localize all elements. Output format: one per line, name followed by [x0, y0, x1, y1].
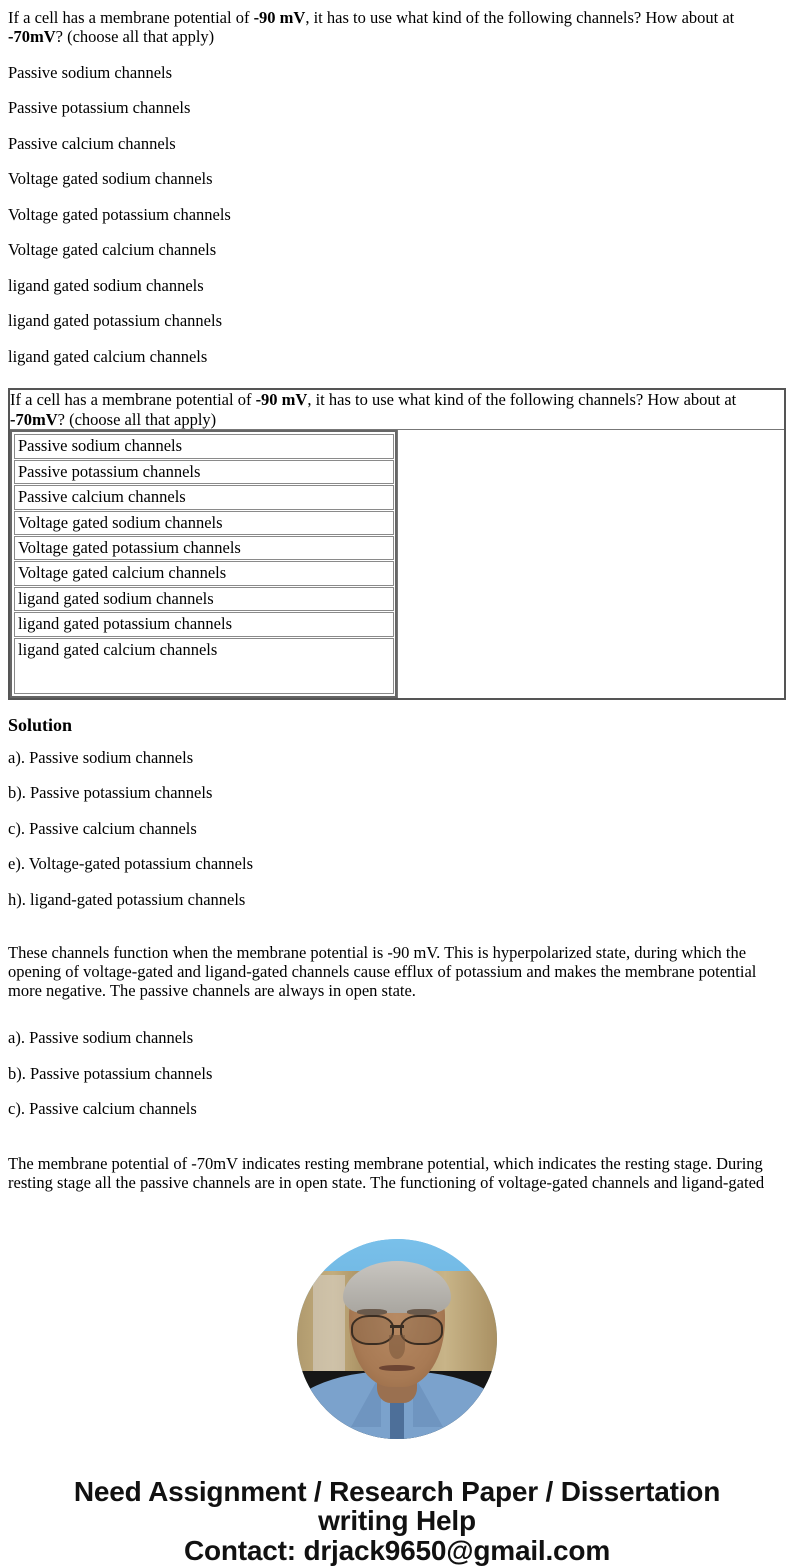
list-item[interactable]: ligand gated potassium channels [14, 612, 394, 636]
solution-answer-90-1: b). Passive potassium channels [0, 775, 794, 810]
option-text-2: Passive calcium channels [0, 126, 794, 161]
quiz-question-bold-70mv: -70mV [10, 410, 58, 429]
option-text-4: Voltage gated potassium channels [0, 197, 794, 232]
option-text-6: ligand gated sodium channels [0, 268, 794, 303]
solution-explanation-90: These channels function when the membrane potential is -90 mV. This is hyperpolarized state, during which the opening of voltage-gated and ligand-gated channels cause efflux of potassium and makes the membrane potential more negative. The passive channels are always in open state. [0, 934, 794, 1004]
question-text-part-3: ? (choose all that apply) [56, 27, 215, 46]
avatar-tie [390, 1403, 404, 1439]
quiz-table-header-row [9, 389, 785, 429]
solution-explanation-70: The membrane potential of -70mV indicates resting membrane potential, which indicates the resting stage. During resting stage all the passive channels are in open state. The functioning of voltage-gated channels and ligand-gated [0, 1143, 794, 1192]
footer-promo [0, 1439, 794, 1566]
footer-contact-email[interactable]: Contact: drjack9650@gmail.com [8, 1536, 786, 1566]
solution-answer-70-0: a). Passive sodium channels [0, 1020, 794, 1055]
quiz-question-part-3: ? (choose all that apply) [58, 410, 217, 429]
avatar-nose [389, 1335, 405, 1359]
avatar-mouth [379, 1365, 415, 1371]
avatar-glasses-bridge [390, 1325, 405, 1328]
question-prompt [0, 0, 794, 55]
quiz-table [8, 388, 786, 700]
quiz-question-cell [9, 389, 785, 429]
option-text-5: Voltage gated calcium channels [0, 232, 794, 267]
solution-answer-90-2: c). Passive calcium channels [0, 811, 794, 846]
quiz-answer-area[interactable] [397, 430, 785, 700]
solution-answer-70-1: b). Passive potassium channels [0, 1056, 794, 1091]
list-item[interactable]: Passive calcium channels [14, 485, 394, 509]
question-text-part-2: , it has to use what kind of the following channels? How about at [305, 8, 734, 27]
avatar-lens-right [400, 1315, 443, 1345]
quiz-table-container [0, 374, 794, 700]
list-item[interactable]: Passive sodium channels [14, 434, 394, 458]
list-item[interactable]: ligand gated calcium channels [14, 638, 394, 694]
option-text-3: Voltage gated sodium channels [0, 161, 794, 196]
quiz-question-bold-90mv: -90 mV [256, 390, 308, 409]
solution-answer-90-4: h). ligand-gated potassium channels [0, 882, 794, 917]
list-item[interactable]: Voltage gated potassium channels [14, 536, 394, 560]
avatar-lens-left [351, 1315, 394, 1345]
question-bold-70mv: -70mV [8, 27, 56, 46]
list-item[interactable]: Passive potassium channels [14, 460, 394, 484]
option-text-7: ligand gated potassium channels [0, 303, 794, 338]
footer-line-1: Need Assignment / Research Paper / Dissertation [74, 1476, 720, 1507]
avatar-container [0, 1209, 794, 1439]
solution-answer-70-2: c). Passive calcium channels [0, 1091, 794, 1126]
quiz-question-part-1: If a cell has a membrane potential of [10, 390, 256, 409]
option-text-1: Passive potassium channels [0, 90, 794, 125]
solution-answer-90-0: a). Passive sodium channels [0, 740, 794, 775]
quiz-question-part-2: , it has to use what kind of the following channels? How about at [307, 390, 736, 409]
avatar-background-panel [313, 1275, 345, 1375]
option-text-8: ligand gated calcium channels [0, 339, 794, 374]
solution-heading: Solution [0, 700, 794, 740]
question-text-part-1: If a cell has a membrane potential of [8, 8, 254, 27]
list-item[interactable]: ligand gated sodium channels [14, 587, 394, 611]
quiz-table-body-row [9, 430, 785, 700]
options-listbox[interactable] [10, 430, 397, 698]
solution-answer-90-3: e). Voltage-gated potassium channels [0, 846, 794, 881]
avatar [297, 1239, 497, 1439]
quiz-options-cell [9, 430, 397, 700]
question-bold-90mv: -90 mV [254, 8, 306, 27]
footer-line-2: writing Help [8, 1506, 786, 1536]
options-list [14, 434, 394, 694]
option-text-0: Passive sodium channels [0, 55, 794, 90]
list-item[interactable]: Voltage gated calcium channels [14, 561, 394, 585]
list-item[interactable]: Voltage gated sodium channels [14, 511, 394, 535]
